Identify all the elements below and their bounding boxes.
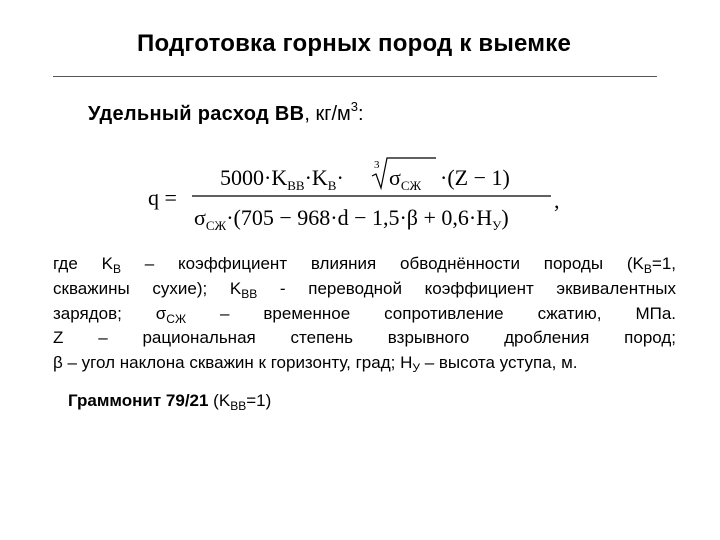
den-d2: ·(705 − 968·d − 1,5·β + 0,6·H <box>226 205 493 230</box>
formula-numerator <box>220 165 344 193</box>
subtitle <box>88 99 364 126</box>
note-rest2: =1) <box>246 391 272 410</box>
num-t4: ·(Z − 1) <box>440 165 510 190</box>
den-d1: σ <box>194 205 206 230</box>
subtitle-bold: Удельный расход ВВ <box>88 103 305 125</box>
explanation-line-2: скважины сухие); $K_{ВВ}$ - переводной коэффициент эквивалентных <box>53 278 676 301</box>
slide-title-text: Подготовка горных пород к выемке <box>137 30 571 57</box>
num-t1-sub: ВВ <box>287 178 305 193</box>
explanation <box>53 252 676 376</box>
explanation-line-1: где $K_В$ – коэффициент влияния обводнённости породы ($K_В=1$, <box>53 254 676 276</box>
explosive-note <box>68 391 271 411</box>
num-t2-sub: В <box>327 178 337 193</box>
formula-svg <box>140 150 580 242</box>
subtitle-sup: 3 <box>350 99 359 114</box>
note-sub: ВВ <box>230 399 247 413</box>
formula-denominator <box>194 205 509 233</box>
note-bold: Граммонит 79/21 <box>68 391 209 410</box>
den-d3: ) <box>501 205 509 230</box>
num-t2: ·K <box>304 165 328 190</box>
root-index: 3 <box>374 159 380 171</box>
note-rest1: (K <box>208 391 231 410</box>
den-d2-sub: У <box>492 218 502 233</box>
explanation-line-4: Z – рациональная степень взрывного дробления пород; <box>53 328 676 348</box>
subtitle-rest: , кг/м <box>304 103 351 125</box>
formula-trailing: , <box>554 188 560 213</box>
title-divider <box>53 76 657 77</box>
den-d1-sub: СЖ <box>205 218 227 233</box>
formula <box>140 150 580 242</box>
formula-lhs: q = <box>148 185 177 210</box>
root-arg-sigma: σ <box>389 165 401 190</box>
explanation-line-5: β – угол наклона скважин к горизонту, град; $H_У$ – высота уступа, м. <box>53 353 578 376</box>
num-t3: · <box>336 165 344 190</box>
root-arg <box>389 165 422 193</box>
num-t1: 5000·K <box>220 165 288 190</box>
root-arg-sub: СЖ <box>400 178 422 193</box>
subtitle-end: : <box>358 103 364 125</box>
slide-title <box>0 30 720 58</box>
explanation-line-3: зарядов; $\sigma_{СЖ}$ – временное сопротивление сжатию, МПа. <box>53 303 676 326</box>
